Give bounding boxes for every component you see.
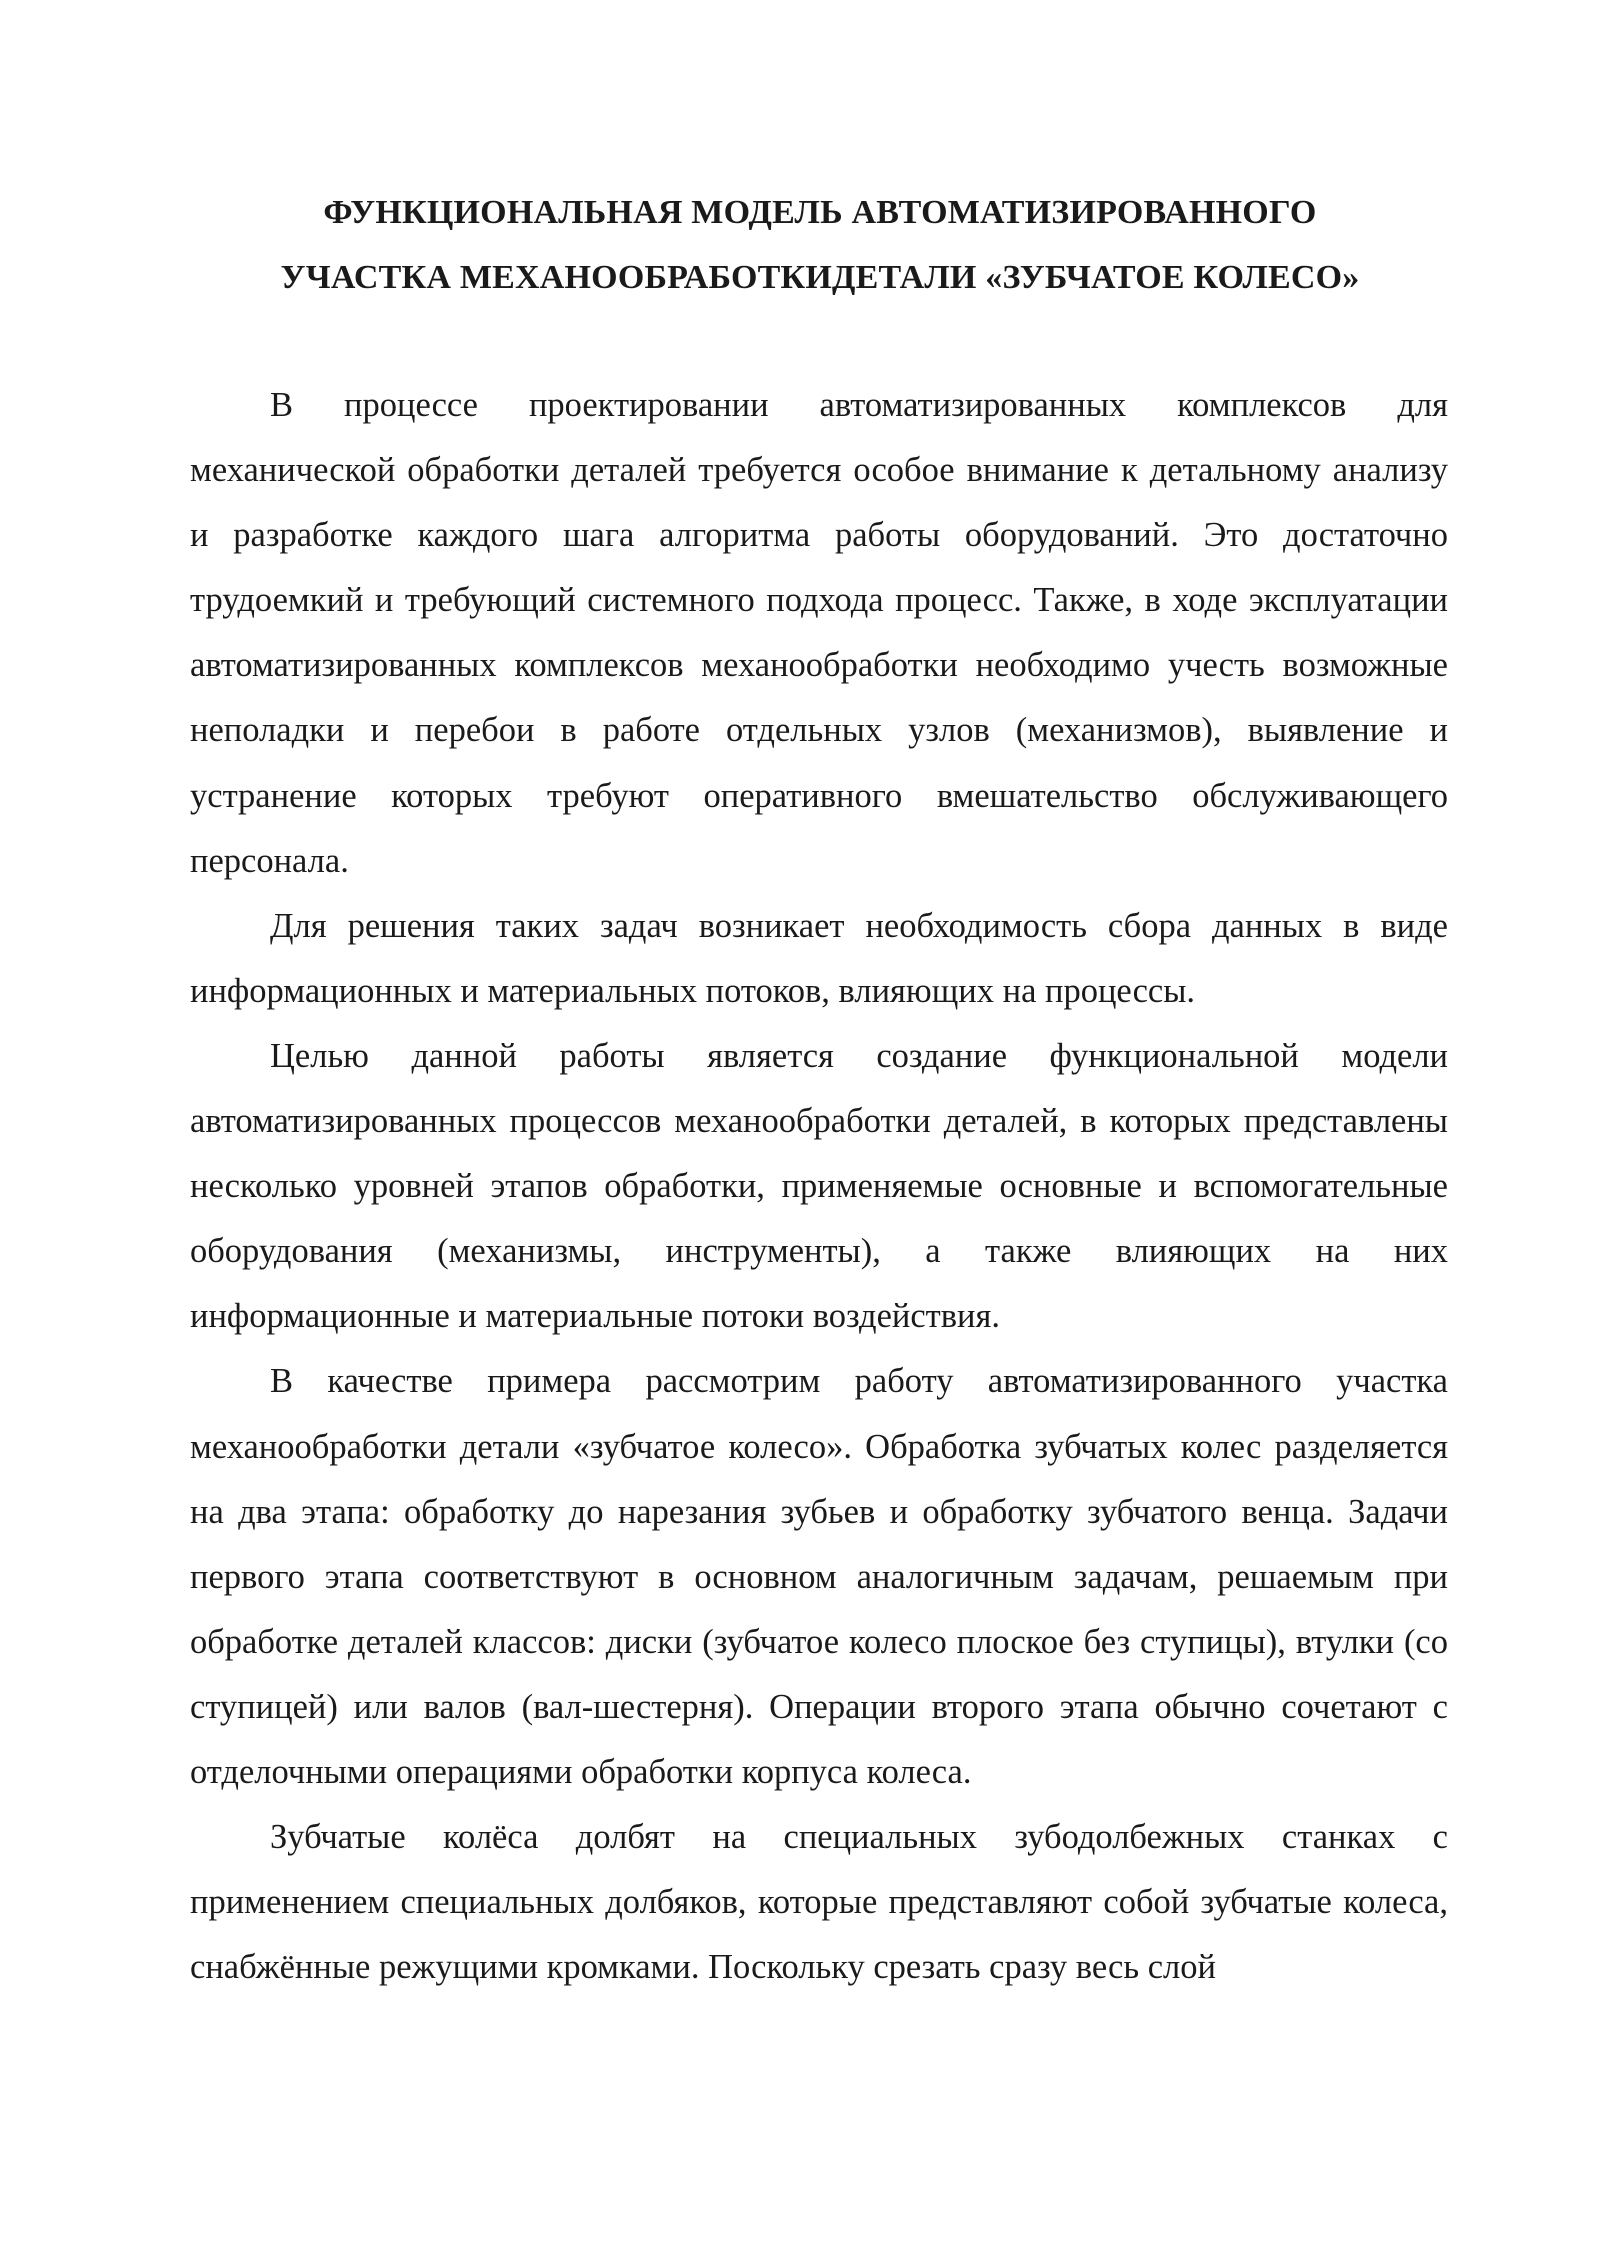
title-line-2: УЧАСТКА МЕХАНООБРАБОТКИДЕТАЛИ «ЗУБЧАТОЕ КОЛЕСО» <box>280 259 1360 296</box>
paragraph-5: Зубчатые колёса долбят на специальных зубодолбежных станках с применением специальных долбяков, которые представляют собой зубчатые колеса, снабжённые режущими кромками. Поскольку срезать сразу весь слой <box>190 1818 1448 1987</box>
paragraph-1: В процессе проектировании автоматизированных комплексов для механической обработки деталей требуется особое внимание к детальному анализу и разработке каждого шага алгоритма работы оборудований. Это достаточно трудоемкий и требующий системного подхода процесс. Также, в ходе эксплуатации автоматизированных комплексов механообработки необходимо учесть возможные неполадки и перебои в работе отдельных узлов (механизмов), выявление и устранение которых требуют оперативного вмешательство обслуживающего персонала. <box>190 386 1448 880</box>
document-body <box>190 373 1448 2000</box>
document-title <box>190 180 1450 310</box>
title-line-1: ФУНКЦИОНАЛЬНАЯ МОДЕЛЬ АВТОМАТИЗИРОВАННОГО <box>323 194 1317 231</box>
paragraph-4: В качестве примера рассмотрим работу автоматизированного участка механообработки детали «зубчатое колесо». Обработка зубчатых колес разделяется на два этапа: обработку до нарезания зубьев и обработку зубчатого венца. Задачи первого этапа соответствуют в основном аналогичным задачам, решаемым при обработке деталей классов: диски (зубчатое колесо плоское без ступицы), втулки (со ступицей) или валов (вал-шестерня). Операции второго этапа обычно сочетают с отделочными операциями обработки корпуса колеса. <box>190 1362 1448 1791</box>
paragraph-3: Целью данной работы является создание функциональной модели автоматизированных процессов механообработки деталей, в которых представлены несколько уровней этапов обработки, применяемые основные и вспомогательные оборудования (механизмы, инструменты), а также влияющих на них информационные и материальные потоки воздействия. <box>190 1036 1448 1336</box>
paragraph-2: Для решения таких задач возникает необходимость сбора данных в виде информационных и материальных потоков, влияющих на процессы. <box>190 906 1448 1010</box>
